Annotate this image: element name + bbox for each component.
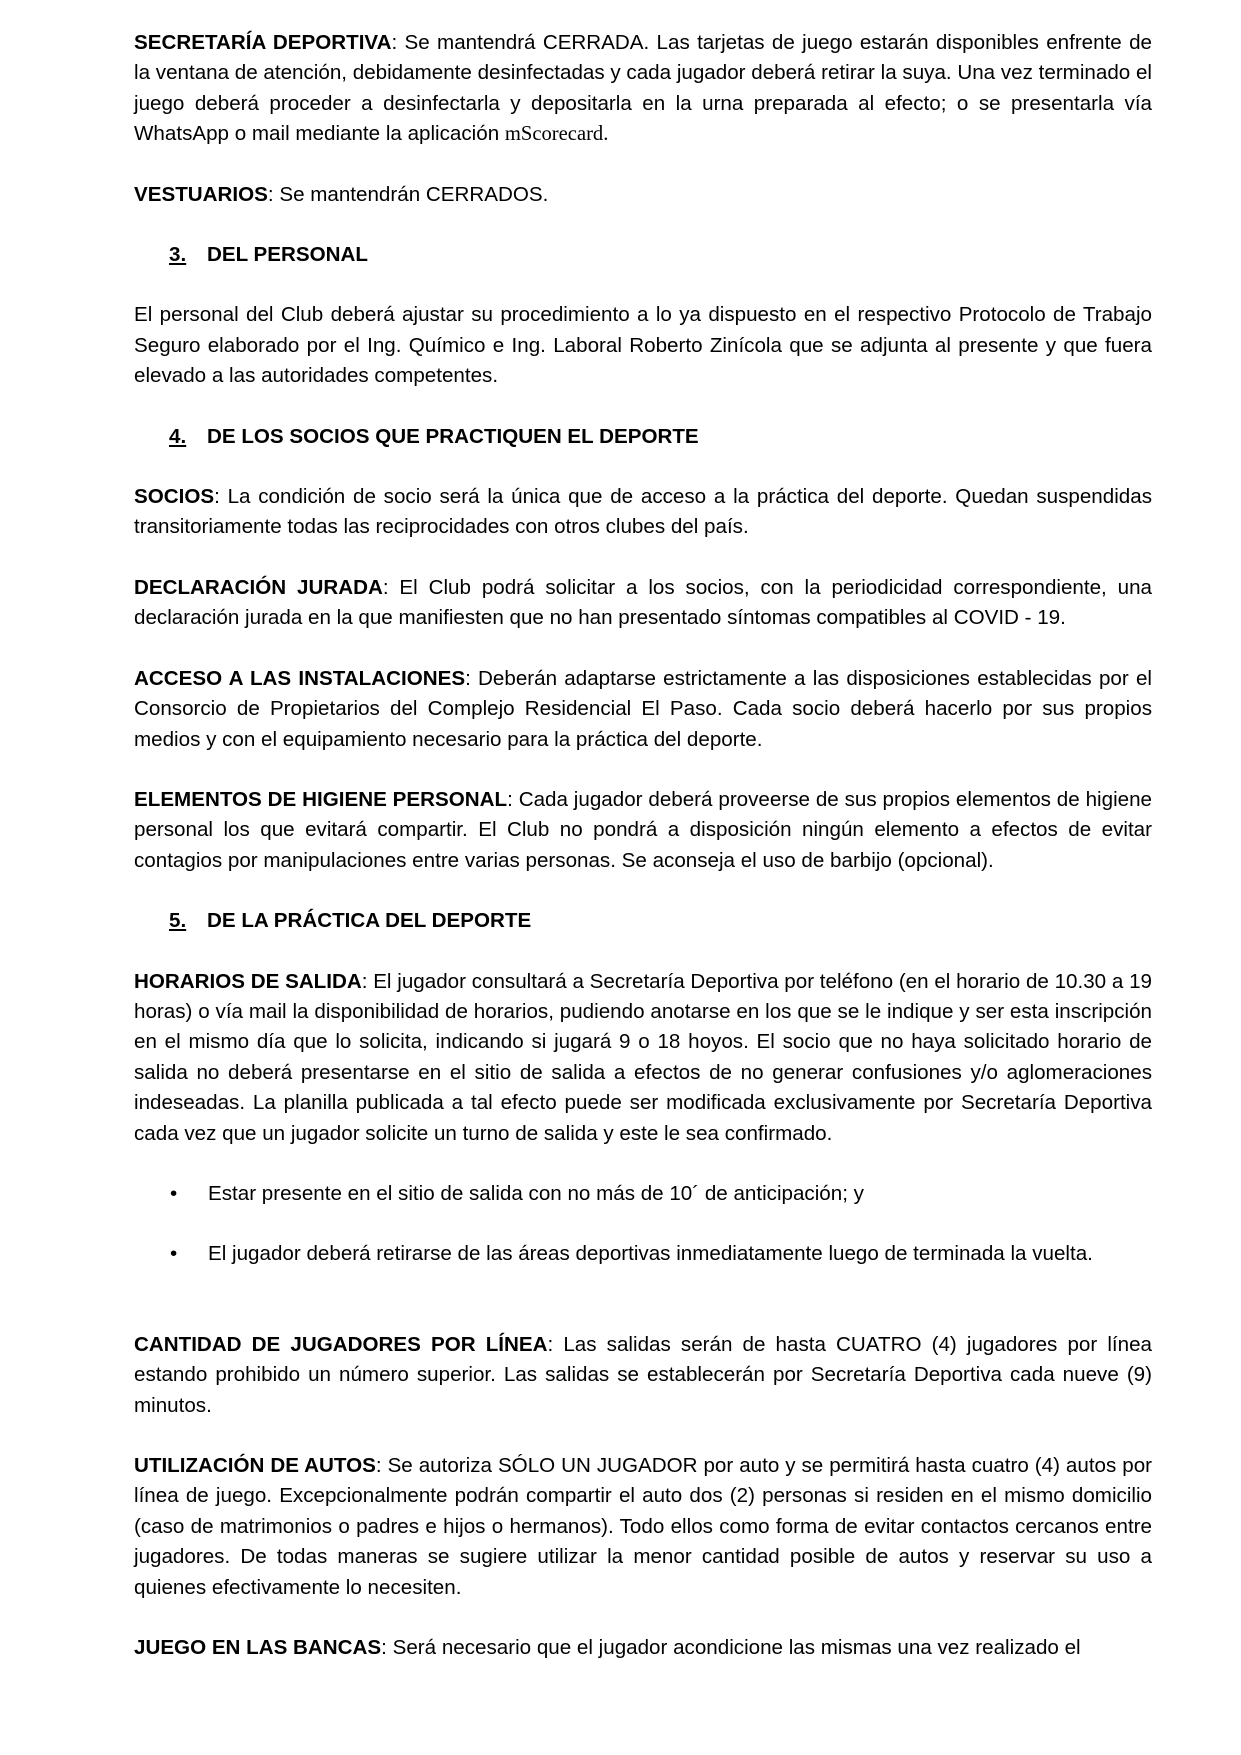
list-item <box>134 1239 1152 1269</box>
section-heading-4 <box>134 422 1152 452</box>
text-horarios: : El jugador consultará a Secretaría Deportiva por teléfono (en el horario de 10.30 a 19 horas) o vía mail la disponibilidad de horarios, pudiendo anotarse en los que se le indique y ser esta inscripción en el mismo día que lo solicita, indicando si jugará 9 o 18 hoyos. El socio que no haya solicitado horario de salida no deberá presentarse en el sitio de salida a efectos de no generar confusiones y/o aglomeraciones indeseadas. La planilla publicada a tal efecto puede ser modificada exclusivamente por Secretaría Deportiva cada vez que un jugador solicite un turno de salida y este le sea confirmado. <box>134 969 1152 1145</box>
text-socios: : La condición de socio será la única que de acceso a la práctica del deporte. Quedan suspendidas transitoriamente todas las reciprocidades con otros clubes del país. <box>134 485 1152 539</box>
section-title-5: DE LA PRÁCTICA DEL DEPORTE <box>207 909 532 933</box>
text-bancas: : Será necesario que el jugador acondicione las mismas una vez realizado el <box>381 1636 1081 1660</box>
paragraph-horarios <box>134 967 1152 1149</box>
paragraph-higiene <box>134 785 1152 876</box>
text-cantidad: : Las salidas serán de hasta CUATRO (4) jugadores por línea estando prohibido un número superior. Las salidas se establecerán por Secretaría Deportiva cada nueve (9) minutos. <box>134 1332 1153 1417</box>
paragraph-autos <box>134 1451 1152 1603</box>
document-page <box>134 28 1152 1693</box>
section-heading-3 <box>134 240 1152 270</box>
keyword-cantidad: CANTIDAD DE JUGADORES POR LÍNEA <box>134 1332 548 1356</box>
keyword-socios: SOCIOS <box>134 485 215 509</box>
paragraph-cantidad <box>134 1330 1152 1421</box>
text-personal: El personal del Club deberá ajustar su procedimiento a lo ya dispuesto en el respectivo Protocolo de Trabajo Seguro elaborado por el Ing. Químico e Ing. Laboral Roberto Zinícola que se adjunta al presente y que fuera elevado a las autoridades competentes. <box>134 303 1152 388</box>
spacer <box>134 1300 1152 1330</box>
text-declaracion: : El Club podrá solicitar a los socios, con la periodicidad correspondiente, una declaración jurada en la que manifiesten que no han presentado síntomas compatibles al COVID - 19. <box>134 575 1152 630</box>
bullet-icon: • <box>170 1181 178 1205</box>
paragraph-declaracion <box>134 573 1152 634</box>
section-number-4: 4. <box>169 424 187 448</box>
keyword-vestuarios: VESTUARIOS <box>134 182 268 206</box>
text-secretaria: : Se mantendrá CERRADA. Las tarjetas de juego estarán disponibles enfrente de la ventana de atención, debidamente desinfectadas y cada jugador deberá retirar la suya. Una vez terminado el juego deberá proceder a desinfectarla y depositarla en la urna preparada al efecto; o se presentarla vía WhatsApp o mail mediante la aplicación <box>134 31 1152 146</box>
section-title-3: DEL PERSONAL <box>207 243 368 267</box>
section-title-4: DE LOS SOCIOS QUE PRACTIQUEN EL DEPORTE <box>207 424 699 448</box>
keyword-bancas: JUEGO EN LAS BANCAS <box>134 1636 382 1660</box>
section-heading-5 <box>134 906 1152 936</box>
section-number-5: 5. <box>169 909 187 933</box>
text-autos: : Se autoriza SÓLO UN JUGADOR por auto y se permitirá hasta cuatro (4) autos por línea de juego. Excepcionalmente podrán compartir el auto dos (2) personas si residen en el mismo domicilio (caso de matrimonios o padres e hijos o hermanos). Todo ellos como forma de evitar contactos cercanos entre jugadores. De todas maneras se sugiere utilizar la menor cantidad posible de autos y reservar su uso a quienes efectivamente lo necesiten. <box>134 1454 1153 1599</box>
text-higiene: : Cada jugador deberá proveerse de sus propios elementos de higiene personal los que evitará compartir. El Club no pondrá a disposición ningún elemento a efectos de evitar contagios por manipulaciones entre varias personas. Se aconseja el uso de barbijo (opcional). <box>134 787 1153 872</box>
keyword-autos: UTILIZACIÓN DE AUTOS <box>134 1454 376 1477</box>
paragraph-personal <box>134 300 1152 391</box>
paragraph-acceso <box>134 664 1152 755</box>
keyword-horarios: HORARIOS DE SALIDA <box>134 969 362 993</box>
keyword-acceso: ACCESO A LAS INSTALACIONES <box>134 666 466 690</box>
text-app-name: mScorecard. <box>504 123 609 146</box>
keyword-declaracion: DECLARACIÓN JURADA <box>134 575 383 599</box>
bullet-icon: • <box>170 1242 178 1266</box>
keyword-higiene: ELEMENTOS DE HIGIENE PERSONAL <box>134 787 508 811</box>
list-item-text: Estar presente en el sitio de salida con no más de 10´ de anticipación; y <box>208 1181 864 1205</box>
bullet-list <box>134 1179 1152 1270</box>
section-number-3: 3. <box>169 243 187 267</box>
list-item <box>134 1179 1152 1209</box>
paragraph-socios <box>134 482 1152 543</box>
paragraph-vestuarios <box>134 180 1152 210</box>
list-item-text: El jugador deberá retirarse de las áreas deportivas inmediatamente luego de terminada la vuelta. <box>208 1242 1093 1266</box>
paragraph-bancas <box>134 1633 1152 1663</box>
text-vestuarios: : Se mantendrán CERRADOS. <box>267 182 549 206</box>
paragraph-secretaria <box>134 28 1152 150</box>
keyword-secretaria: SECRETARÍA DEPORTIVA <box>134 31 392 54</box>
text-acceso: : Deberán adaptarse estrictamente a las disposiciones establecidas por el Consorcio de Propietarios del Complejo Residencial El Paso. Cada socio deberá hacerlo por sus propios medios y con el equipamiento necesario para la práctica del deporte. <box>134 666 1153 751</box>
